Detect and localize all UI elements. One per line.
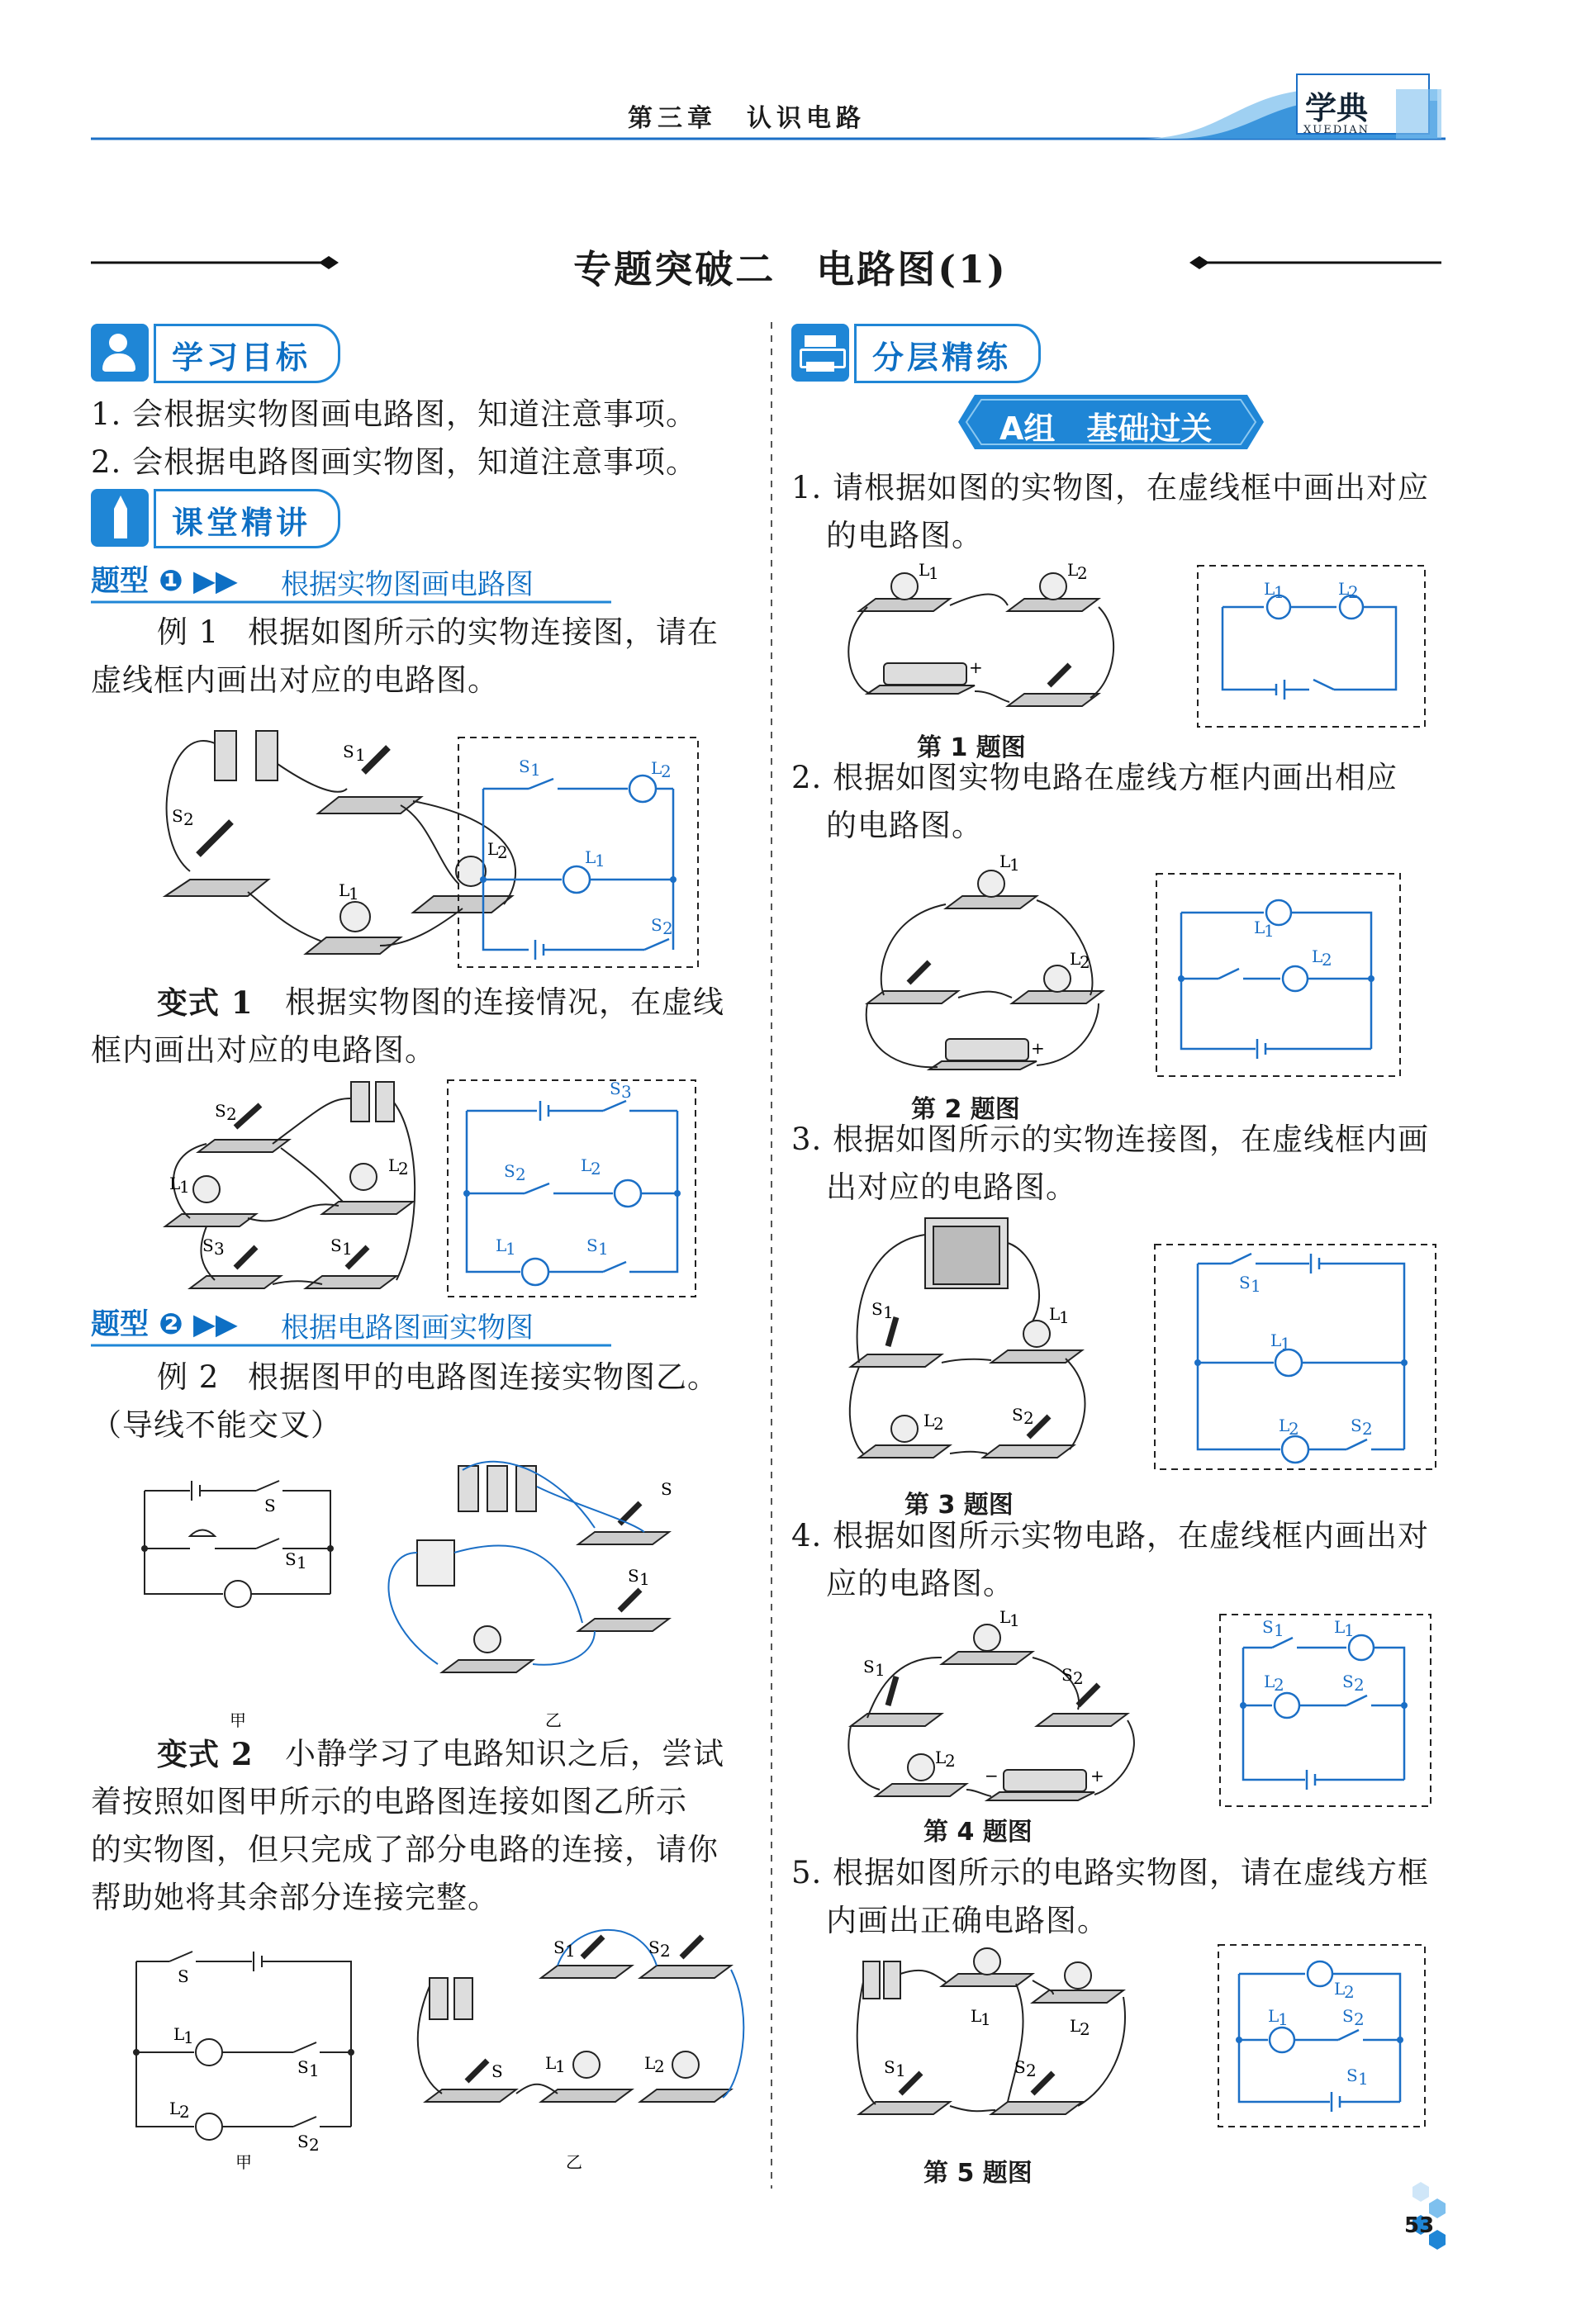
svg-text:S: S bbox=[215, 1101, 226, 1121]
q2-text-2: 的电路图。 bbox=[826, 808, 983, 843]
svg-text:L: L bbox=[173, 2024, 185, 2044]
svg-text:L: L bbox=[339, 880, 350, 900]
svg-text:2: 2 bbox=[1023, 1408, 1034, 1428]
svg-text:1: 1 bbox=[1280, 1334, 1291, 1354]
svg-text:1: 1 bbox=[565, 1941, 576, 1961]
brand-logo: 学典 bbox=[1305, 89, 1369, 126]
q2-answer-box bbox=[1156, 874, 1400, 1076]
svg-text:1: 1 bbox=[1059, 1307, 1070, 1327]
goal-1: 1. 会根据实物图画电路图，知道注意事项。 bbox=[91, 396, 698, 432]
ex2-text-1: 根据图甲的电路图连接实物图乙。 bbox=[248, 1359, 719, 1395]
svg-text:1: 1 bbox=[1278, 2009, 1289, 2029]
ex2-yi-label: 乙 bbox=[545, 1710, 562, 1730]
svg-text:S: S bbox=[1342, 2006, 1354, 2026]
svg-text:1: 1 bbox=[530, 760, 541, 780]
q3-physical bbox=[850, 1218, 1085, 1458]
svg-text:3: 3 bbox=[621, 1082, 632, 1102]
q1-answer-box bbox=[1198, 566, 1425, 727]
svg-text:2: 2 bbox=[1348, 582, 1359, 602]
svg-text:S: S bbox=[1061, 1665, 1073, 1685]
svg-text:L: L bbox=[1264, 579, 1275, 599]
svg-text:L: L bbox=[1264, 1672, 1275, 1691]
goal-2: 2. 会根据电路图画实物图，知道注意事项。 bbox=[91, 444, 698, 480]
svg-text:2: 2 bbox=[1080, 952, 1090, 972]
svg-text:L: L bbox=[1338, 579, 1350, 599]
q5-text-2: 内画出正确电路图。 bbox=[826, 1903, 1109, 1938]
svg-text:1: 1 bbox=[1274, 1620, 1284, 1640]
svg-text:1: 1 bbox=[1358, 2069, 1369, 2089]
svg-text:L: L bbox=[971, 2006, 982, 2026]
ex2-lead: 例 2 bbox=[157, 1359, 220, 1395]
class-banner bbox=[91, 489, 339, 547]
column-divider bbox=[768, 322, 776, 2189]
page-number: 53 bbox=[1404, 2213, 1435, 2238]
q4-answer-diagram bbox=[1243, 1635, 1404, 1790]
svg-text:1: 1 bbox=[1274, 582, 1284, 602]
svg-text:L: L bbox=[923, 1411, 935, 1430]
svg-text:1: 1 bbox=[928, 563, 939, 583]
svg-text:S: S bbox=[610, 1079, 621, 1098]
ex1-physical-circuit bbox=[165, 731, 515, 954]
svg-text:1: 1 bbox=[297, 1553, 307, 1572]
q1-answer-diagram bbox=[1223, 595, 1396, 700]
practice-banner bbox=[791, 324, 1039, 382]
var2-schematic-jia bbox=[136, 1952, 351, 2140]
group-a-label: A组 基础过关 bbox=[999, 410, 1213, 447]
svg-text:L: L bbox=[651, 758, 662, 778]
svg-text:1: 1 bbox=[980, 2009, 991, 2029]
svg-text:1: 1 bbox=[179, 1177, 190, 1197]
q4-text-1: 4. 根据如图所示实物电路，在虚线框内画出对 bbox=[791, 1518, 1430, 1553]
svg-text:S: S bbox=[264, 1496, 276, 1515]
q4-caption: 第 4 题图 bbox=[923, 1818, 1033, 1847]
svg-text:L: L bbox=[496, 1236, 507, 1255]
svg-text:L: L bbox=[644, 2053, 656, 2073]
type1-badge: 题型 ❶ ▶▶ bbox=[91, 565, 238, 598]
svg-text:2: 2 bbox=[662, 918, 673, 938]
var1-text-1: 根据实物图的连接情况，在虚线 bbox=[285, 984, 724, 1020]
svg-text:L: L bbox=[545, 2053, 557, 2073]
svg-text:L: L bbox=[585, 847, 596, 867]
ex1-figure bbox=[132, 706, 710, 970]
q4-answer-box bbox=[1220, 1615, 1431, 1806]
svg-text:S: S bbox=[1014, 2057, 1026, 2077]
svg-text:2: 2 bbox=[661, 761, 672, 781]
svg-text:2: 2 bbox=[398, 1159, 409, 1179]
var2-text-3: 的实物图，但只完成了部分电路的连接，请你 bbox=[91, 1832, 719, 1867]
q3-figure bbox=[834, 1210, 1454, 1482]
svg-text:2: 2 bbox=[654, 2056, 665, 2076]
type2-underline bbox=[91, 1343, 611, 1348]
var2-text-4: 帮助她将其余部分连接完整。 bbox=[91, 1880, 499, 1915]
var1-answer-diagram bbox=[467, 1101, 677, 1285]
svg-text:L: L bbox=[388, 1155, 400, 1175]
svg-text:L: L bbox=[1279, 1416, 1290, 1435]
var1-text-2: 框内画出对应的电路图。 bbox=[91, 1032, 436, 1068]
svg-text:+: + bbox=[1031, 1038, 1045, 1058]
goals-banner-label: 学习目标 bbox=[172, 339, 311, 376]
class-banner-label: 课堂精讲 bbox=[172, 505, 311, 541]
q1-text-2: 的电路图。 bbox=[826, 518, 983, 553]
svg-text:S: S bbox=[1012, 1405, 1023, 1425]
q3-caption: 第 3 题图 bbox=[904, 1491, 1014, 1520]
var2-jia-label: 甲 bbox=[235, 2152, 252, 2172]
type2-badge: 题型 ❷ ▶▶ bbox=[91, 1308, 238, 1341]
q4-figure bbox=[843, 1606, 1446, 1813]
q1-text-1: 1. 请根据如图的实物图，在虚线框中画出对应 bbox=[791, 470, 1430, 505]
svg-text:S: S bbox=[1351, 1416, 1362, 1435]
svg-text:1: 1 bbox=[1009, 1610, 1020, 1630]
svg-text:2: 2 bbox=[1080, 2019, 1090, 2039]
svg-text:S: S bbox=[297, 2132, 309, 2151]
svg-text:L: L bbox=[999, 1607, 1011, 1627]
svg-text:S: S bbox=[1346, 2066, 1358, 2085]
svg-text:2: 2 bbox=[515, 1164, 526, 1184]
ex1-text-2: 虚线框内画出对应的电路图。 bbox=[91, 662, 499, 698]
svg-text:S: S bbox=[661, 1479, 672, 1499]
svg-text:S: S bbox=[648, 1937, 660, 1957]
svg-text:L: L bbox=[999, 851, 1011, 871]
svg-text:1: 1 bbox=[1251, 1276, 1261, 1296]
svg-text:L: L bbox=[581, 1155, 592, 1175]
svg-text:2: 2 bbox=[1362, 1419, 1373, 1439]
svg-text:S: S bbox=[519, 756, 530, 776]
q1-figure bbox=[834, 557, 1446, 735]
type1-label: 根据实物图画电路图 bbox=[281, 568, 534, 601]
svg-text:1: 1 bbox=[506, 1239, 516, 1259]
svg-text:S: S bbox=[285, 1549, 297, 1569]
svg-text:L: L bbox=[1312, 946, 1323, 966]
svg-text:1: 1 bbox=[1264, 921, 1275, 941]
practice-banner-label: 分层精练 bbox=[872, 339, 1012, 376]
svg-text:2: 2 bbox=[660, 1941, 671, 1961]
svg-text:2: 2 bbox=[183, 809, 194, 829]
student-icon bbox=[91, 324, 149, 382]
brand-logo-subtitle: XUEDIAN bbox=[1303, 124, 1370, 136]
svg-text:L: L bbox=[1268, 2006, 1280, 2026]
svg-text:S: S bbox=[330, 1236, 342, 1255]
goals-banner bbox=[91, 324, 339, 382]
svg-text:+: + bbox=[969, 657, 983, 677]
pencil-icon bbox=[91, 489, 149, 547]
var1-answer-box bbox=[448, 1080, 696, 1297]
var2-physical-yi bbox=[418, 1937, 731, 2102]
q3-answer-diagram bbox=[1198, 1254, 1404, 1463]
svg-text:S: S bbox=[586, 1236, 598, 1255]
svg-text:S: S bbox=[1342, 1672, 1354, 1691]
svg-text:L: L bbox=[1254, 918, 1265, 937]
var1-lead: 变式 1 bbox=[157, 984, 254, 1021]
svg-text:1: 1 bbox=[1344, 1620, 1355, 1640]
svg-text:2: 2 bbox=[309, 2135, 320, 2155]
svg-text:S: S bbox=[884, 2057, 895, 2077]
svg-text:L: L bbox=[169, 1174, 181, 1193]
svg-text:S: S bbox=[297, 2057, 309, 2077]
ex1-lead: 例 1 bbox=[157, 614, 220, 650]
svg-text:S: S bbox=[491, 2061, 503, 2081]
var2-figure bbox=[128, 1920, 739, 2176]
svg-text:2: 2 bbox=[179, 2102, 190, 2122]
var2-text-2: 着按照如图甲所示的电路图连接如图乙所示 bbox=[91, 1784, 687, 1819]
svg-text:L: L bbox=[935, 1748, 947, 1767]
svg-text:2: 2 bbox=[1274, 1675, 1284, 1695]
svg-text:1: 1 bbox=[349, 884, 359, 904]
svg-text:S: S bbox=[172, 806, 183, 826]
svg-text:1: 1 bbox=[183, 2028, 194, 2047]
q1-physical bbox=[848, 573, 1113, 706]
svg-text:3: 3 bbox=[214, 1239, 225, 1259]
svg-text:2: 2 bbox=[1026, 2061, 1037, 2080]
svg-text:S: S bbox=[553, 1937, 565, 1957]
type2-label: 根据电路图画实物图 bbox=[281, 1311, 534, 1345]
svg-text:2: 2 bbox=[226, 1104, 237, 1124]
q3-text-2: 出对应的电路图。 bbox=[826, 1169, 1077, 1205]
type1-underline bbox=[91, 600, 611, 605]
svg-text:1: 1 bbox=[355, 745, 366, 765]
q2-answer-diagram bbox=[1181, 900, 1371, 1059]
q2-text-1: 2. 根据如图实物电路在虚线方框内画出相应 bbox=[791, 760, 1398, 795]
svg-text:2: 2 bbox=[945, 1751, 956, 1771]
printer-icon bbox=[791, 324, 849, 382]
svg-text:L: L bbox=[169, 2099, 181, 2118]
svg-text:1: 1 bbox=[1009, 855, 1020, 875]
q1-caption: 第 1 题图 bbox=[917, 733, 1026, 762]
q2-caption: 第 2 题图 bbox=[911, 1095, 1020, 1124]
svg-text:L: L bbox=[1070, 2016, 1081, 2036]
svg-text:1: 1 bbox=[555, 2056, 566, 2076]
group-a-banner bbox=[958, 395, 1264, 449]
svg-text:L: L bbox=[1334, 1617, 1346, 1637]
svg-text:2: 2 bbox=[1354, 1675, 1365, 1695]
svg-text:2: 2 bbox=[1289, 1419, 1299, 1439]
ex2-schematic-jia bbox=[145, 1481, 330, 1607]
q5-figure bbox=[851, 1941, 1446, 2156]
svg-text:L: L bbox=[1334, 1979, 1346, 1999]
svg-text:L: L bbox=[1049, 1304, 1061, 1324]
svg-text:1: 1 bbox=[883, 1302, 894, 1322]
ex2-text-2: （导线不能交叉） bbox=[91, 1407, 342, 1443]
svg-text:S: S bbox=[202, 1236, 214, 1255]
q3-text-1: 3. 根据如图所示的实物连接图，在虚线框内画 bbox=[791, 1122, 1430, 1157]
svg-text:2: 2 bbox=[1073, 1668, 1084, 1688]
svg-text:2: 2 bbox=[1344, 1982, 1355, 2002]
svg-text:L: L bbox=[1270, 1330, 1282, 1350]
svg-text:2: 2 bbox=[497, 842, 508, 862]
svg-text:1: 1 bbox=[895, 2061, 906, 2080]
svg-text:S: S bbox=[863, 1657, 875, 1677]
svg-text:L: L bbox=[919, 560, 930, 580]
chapter-title: 第三章 认识电路 bbox=[628, 104, 866, 133]
ex1-answer-diagram bbox=[483, 775, 673, 960]
svg-text:1: 1 bbox=[595, 851, 605, 870]
var1-figure bbox=[157, 1074, 702, 1305]
svg-text:1: 1 bbox=[342, 1239, 353, 1259]
q4-text-2: 应的电路图。 bbox=[826, 1566, 1014, 1601]
var2-lead: 变式 2 bbox=[157, 1736, 254, 1772]
svg-text:+: + bbox=[1090, 1766, 1104, 1786]
svg-text:S: S bbox=[1262, 1617, 1274, 1637]
svg-text:1: 1 bbox=[875, 1660, 885, 1680]
svg-text:S: S bbox=[504, 1161, 515, 1181]
svg-text:2: 2 bbox=[1077, 563, 1088, 583]
var2-text-1: 小静学习了电路知识之后，尝试 bbox=[285, 1736, 724, 1771]
svg-text:1: 1 bbox=[598, 1239, 609, 1259]
svg-text:L: L bbox=[1070, 949, 1081, 969]
svg-text:2: 2 bbox=[933, 1414, 944, 1434]
svg-text:S: S bbox=[178, 1966, 189, 1986]
q5-text-1: 5. 根据如图所示的电路实物图，请在虚线方框 bbox=[791, 1855, 1430, 1890]
ex1-text-1: 根据如图所示的实物连接图，请在 bbox=[248, 614, 719, 650]
svg-text:S: S bbox=[628, 1566, 639, 1586]
svg-text:S: S bbox=[651, 915, 662, 935]
q2-figure bbox=[851, 851, 1429, 1090]
ex2-figure bbox=[132, 1454, 727, 1734]
q5-caption: 第 5 题图 bbox=[923, 2159, 1033, 2188]
page-title: 专题突破二 电路图(1) bbox=[573, 247, 1008, 292]
q2-physical bbox=[866, 870, 1103, 1070]
svg-text:L: L bbox=[1067, 560, 1079, 580]
svg-text:1: 1 bbox=[639, 1569, 650, 1589]
svg-text:S: S bbox=[1239, 1273, 1251, 1292]
svg-text:2: 2 bbox=[1354, 2009, 1365, 2029]
q5-answer-diagram bbox=[1239, 1961, 1400, 2112]
var2-yi-label: 乙 bbox=[566, 2152, 582, 2172]
var1-physical-circuit bbox=[165, 1082, 415, 1288]
svg-text:2: 2 bbox=[591, 1159, 601, 1179]
ex2-jia-label: 甲 bbox=[230, 1710, 246, 1730]
svg-text:−: − bbox=[985, 1766, 999, 1786]
svg-text:1: 1 bbox=[309, 2061, 320, 2080]
svg-text:S: S bbox=[343, 742, 354, 761]
svg-text:S: S bbox=[871, 1299, 883, 1319]
svg-text:L: L bbox=[487, 839, 499, 859]
q5-answer-box bbox=[1218, 1945, 1425, 2127]
svg-text:2: 2 bbox=[1322, 950, 1332, 970]
